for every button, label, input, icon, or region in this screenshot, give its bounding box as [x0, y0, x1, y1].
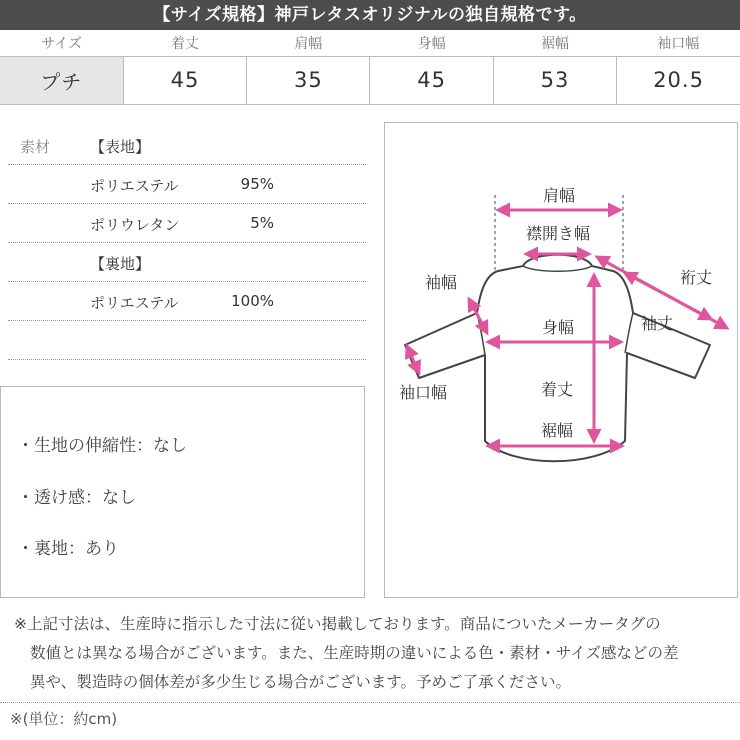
lining-heading: 【裏地】: [90, 255, 151, 273]
size-spec-banner: 【サイズ規格】神戸レタスオリジナルの独自規格です。: [0, 0, 740, 30]
footnote-line: 異や、製造時の個体差が多少生じる場合がございます。予めご了承ください。: [30, 673, 571, 691]
material-row-outer-heading: [8, 126, 366, 165]
label-sleeve-length: 袖丈: [640, 314, 674, 333]
size-table-row: [0, 56, 740, 104]
material-row: [8, 282, 366, 321]
header-cuff: 袖口幅: [617, 30, 740, 56]
material-percent: 100%: [231, 292, 274, 310]
note-stretch: ・生地の伸縮性：なし: [17, 436, 187, 456]
label-shoulder: 肩幅: [542, 186, 576, 205]
cell-shoulder: 35: [247, 56, 370, 104]
material-percent: 95%: [240, 175, 274, 193]
label-length: 着丈: [540, 380, 574, 399]
measurement-diagram: [384, 122, 738, 598]
header-hem: 裾幅: [493, 30, 616, 56]
garment-diagram-svg: [385, 123, 739, 599]
cuff-measure: [407, 346, 419, 373]
size-table: [0, 30, 740, 105]
cell-body-width: 45: [370, 56, 493, 104]
unit-note: ※(単位：約cm): [10, 710, 118, 728]
material-name: ポリウレタン: [90, 216, 180, 234]
cell-length: 45: [123, 56, 246, 104]
material-label: 素材: [20, 138, 51, 156]
material-name: ポリエステル: [90, 177, 179, 195]
cell-size-name: プチ: [0, 56, 123, 104]
sleeve-seam-right: [625, 313, 633, 353]
label-neck: 襟開き幅: [525, 224, 591, 243]
label-cuff: 袖口幅: [398, 383, 448, 402]
cell-cuff: 20.5: [617, 56, 740, 104]
divider: [0, 702, 740, 703]
label-sleeve-width: 袖幅: [424, 273, 458, 292]
label-hem: 裾幅: [540, 421, 574, 440]
header-shoulder: 肩幅: [247, 30, 370, 56]
size-table-header-row: [0, 30, 740, 56]
footnote-line: 数値とは異なる場合がございます。また、生産時期の違いによる色・素材・サイズ感などの差: [30, 644, 679, 662]
header-body-width: 身幅: [370, 30, 493, 56]
material-percent: 5%: [250, 214, 274, 232]
material-row-lining-heading: [8, 243, 366, 282]
note-sheer: ・透け感：なし: [17, 488, 136, 508]
neckline-back: [523, 266, 592, 271]
material-row-empty: [8, 321, 366, 360]
material-section: [8, 126, 366, 360]
fabric-notes-box: [0, 386, 365, 598]
cell-hem: 53: [493, 56, 616, 104]
note-lining: ・裏地：あり: [17, 539, 119, 559]
disclaimer-footnote: [14, 610, 734, 697]
outer-heading: 【表地】: [90, 138, 151, 156]
material-row: [8, 165, 366, 204]
material-name: ポリエステル: [90, 294, 179, 312]
footnote-line: ※上記寸法は、生産時に指示した寸法に従い掲載しております。商品についたメーカータグの: [14, 615, 661, 633]
label-yuki: 裄丈: [679, 268, 713, 287]
header-length: 着丈: [123, 30, 246, 56]
material-row: [8, 204, 366, 243]
header-size: サイズ: [0, 30, 123, 56]
label-body-width: 身幅: [541, 318, 575, 337]
